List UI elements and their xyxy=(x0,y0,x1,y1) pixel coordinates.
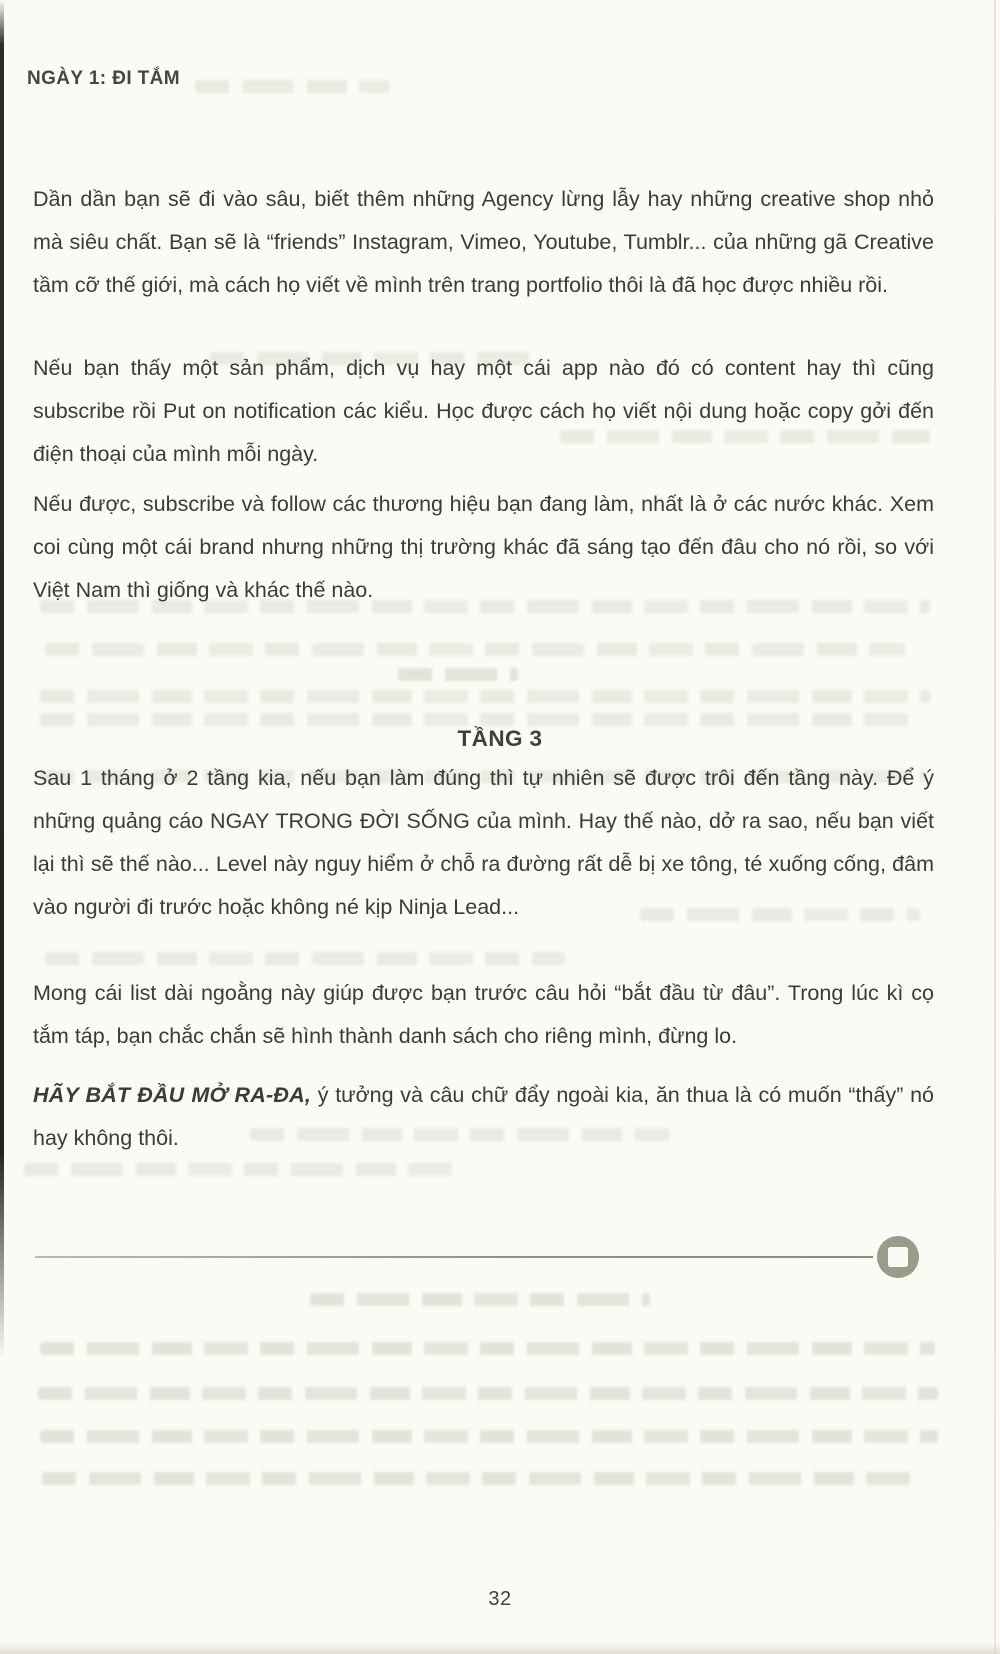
bleed-through-line xyxy=(42,1472,922,1485)
paragraph-2: Nếu bạn thấy một sản phẩm, dịch vụ hay một cái app nào đó có content hay thì cũng subscribe rồi Put on notification các kiểu. Học được cách họ viết nội dung hoặc copy gởi đến điện thoại của mình mỗi ngày. xyxy=(33,356,934,466)
bleed-through-line xyxy=(40,1342,935,1355)
section-heading-tang-3: TẦNG 3 xyxy=(457,726,543,751)
scan-edge-right xyxy=(994,0,996,1654)
paragraph-4: Sau 1 tháng ở 2 tầng kia, nếu bạn làm đúng thì tự nhiên sẽ được trôi đến tầng này. Để ý những quảng cáo NGAY TRONG ĐỜI SỐNG của mình. Hay thế nào, dở ra sao, nếu bạn viết lại thì sẽ thế nào... Level này nguy hiểm ở chỗ ra đường rất dễ bị xe tông, té xuống cống, đâm vào người đi trước hoặc không né kịp Ninja Lead... xyxy=(33,766,934,919)
footer-divider-line xyxy=(35,1256,873,1258)
bleed-through-line xyxy=(38,1387,938,1400)
paragraph-5: Mong cái list dài ngoằng này giúp được bạn trước câu hỏi “bắt đầu từ đâu”. Trong lúc kì cọ tắm táp, bạn chắc chắn sẽ hình thành danh sách cho riêng mình, đừng lo. xyxy=(33,981,934,1048)
icon-inner-square xyxy=(888,1247,908,1267)
paragraph-3: Nếu được, subscribe và follow các thương hiệu bạn đang làm, nhất là ở các nước khác. Xem coi cùng một cái brand nhưng những thị trường khác đã sáng tạo đến đâu cho nó rồi, so với Việt Nam thì giống và khác thế nào. xyxy=(33,492,934,602)
bleed-through-line xyxy=(40,690,930,703)
page-number: 32 xyxy=(488,1588,512,1610)
paragraph-1: Dần dần bạn sẽ đi vào sâu, biết thêm những Agency lừng lẫy hay những creative shop nhỏ mà siêu chất. Bạn sẽ là “friends” Instagram, Vimeo, Youtube, Tumblr... của những gã Creative tầm cỡ thế giới, mà cách họ viết về mình trên trang portfolio thôi là đã học được nhiều rồi. xyxy=(33,187,934,297)
scan-edge-bottom xyxy=(0,1642,1000,1654)
square-in-circle-icon xyxy=(877,1236,919,1278)
paragraph-6-rest: ý tưởng và câu chữ đẩy ngoài kia, ăn thua là có muốn “thấy” nó hay không thôi. xyxy=(33,1083,934,1150)
bleed-through-line xyxy=(398,668,518,681)
bleed-through-line xyxy=(24,1163,464,1176)
paragraph-6 xyxy=(33,1074,934,1160)
bleed-through-line xyxy=(40,1430,938,1443)
bleed-through-line xyxy=(45,643,905,656)
bleed-through-line xyxy=(40,713,910,726)
paragraph-6-lead: HÃY BẮT ĐẦU MỞ RA-ĐA, xyxy=(33,1083,312,1107)
bleed-through-line xyxy=(310,1293,650,1306)
running-header: NGÀY 1: ĐI TẮM xyxy=(27,68,181,89)
bleed-through-line xyxy=(45,952,565,965)
scan-edge-left xyxy=(0,0,4,1400)
bleed-through-line xyxy=(195,80,390,93)
